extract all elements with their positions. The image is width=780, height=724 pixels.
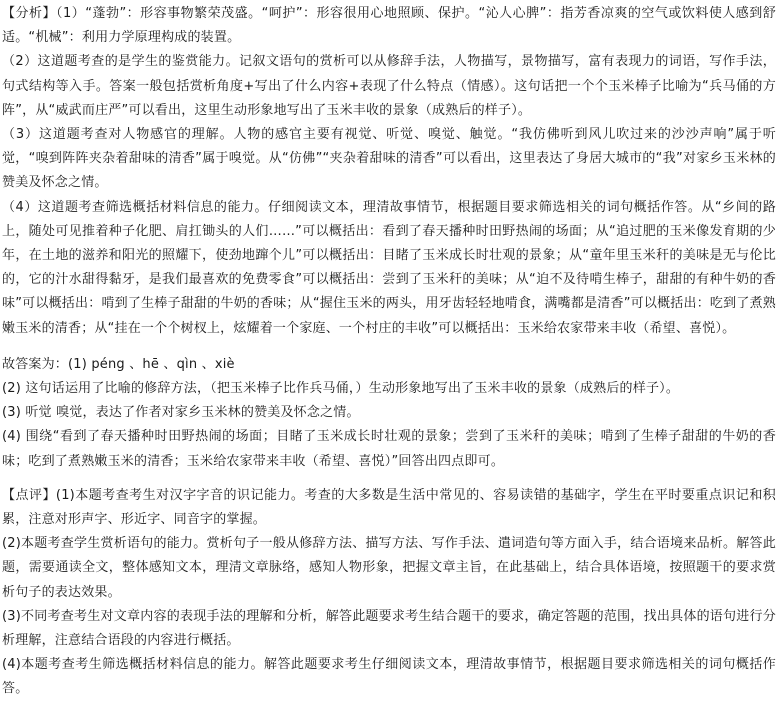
- analysis-paragraph-3: （3）这道题考查对人物感官的理解。人物的感官主要有视觉、听觉、嗅觉、触觉。“我仿佛听到风儿吹过来的沙沙声响”属于听觉，“嗅到阵阵夹杂着甜味的清香”属于嗅觉。从“仿佛”“夹杂着甜味的清香”可以看出，这里表达了身居大城市的“我”对家乡玉米林的赞美及怀念之情。: [2, 127, 776, 191]
- comment-paragraph-3: (3)不同考查考生对文章内容的表现手法的理解和分析，解答此题要求考生结合题干的要求，确定答题的范围，找出具体的语句进行分析理解，注意结合语段的内容进行概括。: [2, 608, 776, 649]
- answer-line-2: (2) 这句话运用了比喻的修辞方法，（把玉米棒子比作兵马俑，）生动形象地写出了玉米丰收的景象（成熟后的样子）。: [2, 381, 680, 397]
- answer-line-1: 故答案为：(1) péng 、hē 、qìn 、xiè: [2, 356, 235, 372]
- comment-paragraph-4: (4)本题考查考生筛选概括材料信息的能力。解答此题要求考生仔细阅读文本，理清故事情节，根据题目要求筛选相关的词句概括作答。: [2, 657, 776, 697]
- comment-paragraph-2: (2)本题考查学生赏析语句的能力。赏析句子一般从修辞方法、描写方法、写作手法、遣词造句等方面入手，结合语境来品析。解答此题，需要通读全文，整体感知文本，理清文章脉络，感知人物形象，把握文章主旨，在此基础上，结合具体语境，按照题干的要求赏析句子的表达效果。: [2, 536, 776, 600]
- comment-paragraph-1: 【点评】(1)本题考查考生对汉字字音的识记能力。考查的大多数是生活中常见的、容易读错的基础字，学生在平时要重点识记和积累，注意对形声字、形近字、同音字的掌握。: [2, 487, 776, 528]
- analysis-paragraph-1: 【分析】（1）“蓬勃”：形容事物繁荣茂盛。“呵护”：形容很用心地照顾、保护。“沁人心脾”：指芳香凉爽的空气或饮料使人感到舒适。“机械”：利用力学原理构成的装置。: [2, 6, 776, 46]
- analysis-paragraph-2: （2）这道题考查的是学生的鉴赏能力。记叙文语句的赏析可以从修辞手法，人物描写，景物描写，富有表现力的词语，写作手法，句式结构等入手。答案一般包括赏析角度+写出了什么内容+表现了什么特点（情感）。这句话把一个个玉米棒子比喻为“兵马俑的方阵”，从“威武而庄严”可以看出，这里生动形象地写出了玉米丰收的景象（成熟后的样子）。: [2, 54, 776, 118]
- answer-line-4: (4) 围绕“看到了春天播种时田野热闹的场面；目睹了玉米成长时壮观的景象；尝到了玉米秆的美味；啃到了生棒子甜甜的牛奶的香味；吃到了煮熟嫩玉米的清香；玉米给农家带来丰收（希望、喜悦）”回答出四点即可。: [2, 429, 776, 469]
- section-gap: [2, 474, 776, 484]
- answer-line-3: (3) 听觉 嗅觉，表达了作者对家乡玉米林的赞美及怀念之情。: [2, 405, 360, 421]
- analysis-paragraph-4: （4）这道题考查筛选概括材料信息的能力。仔细阅读文本，理清故事情节，根据题目要求筛选相关的词句概括作答。从“乡间的路上，随处可见推着种子化肥、肩扛锄头的人们……”可以概括出：看到了春天播种时田野热闹的场面；从“追过肥的玉米像发育期的少年，在土地的滋养和阳光的照耀下，使劲地蹿个儿”可以概括出：目睹了玉米成长时壮观的景象；从“童年里玉米秆的美味是无与伦比的，它的汁水甜得黏牙，是我们最喜欢的免费零食”可以概括出：尝到了玉米秆的美味；从“迫不及待啃生棒子，甜甜的有种牛奶的香味”可以概括出：啃到了生棒子甜甜的牛奶的香味；从“握住玉米的两头，用牙齿轻轻地啃食，满嘴都是清香”可以概括出：吃到了煮熟嫩玉米的清香；从“挂在一个个树杈上，炫耀着一个家庭、一个村庄的丰收”可以概括出：玉米给农家带来丰收（希望、喜悦）。: [2, 199, 776, 336]
- section-gap: [2, 341, 776, 353]
